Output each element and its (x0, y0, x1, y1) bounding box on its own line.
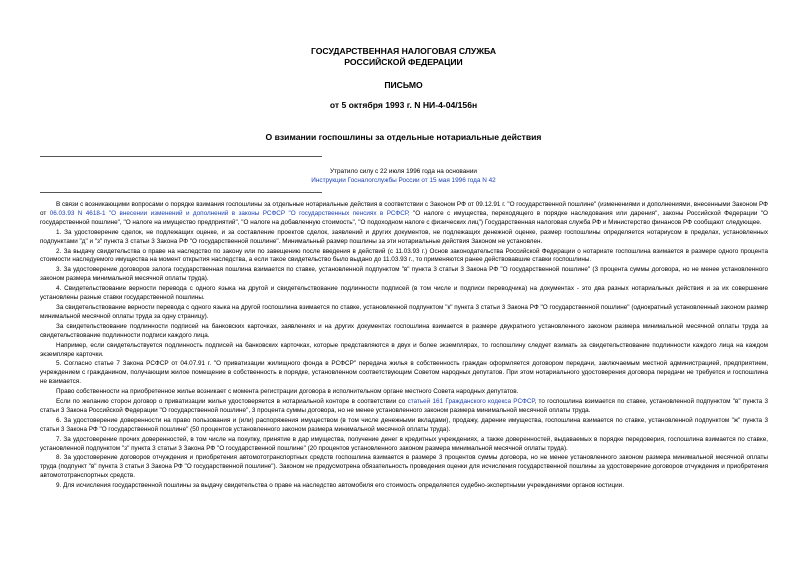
pension-law-link[interactable]: "О государственных пенсиях в РСФСР, (285, 209, 410, 217)
validity-link[interactable]: Инструкции Госналогслужбы России от 15 мая 1996 года N 42 (311, 177, 496, 184)
paragraph: 1. За удостоверение сделок, не подлежащих оценке, и за составление проектов сделок, заявлений и других документов, не подлежащих денежной оценке, размер госпошлины определяется нотариусом в пределах, установленных подпунктами "д" и "з" пункта 3 статьи 3 Закона РФ "О государственной пошлине". Минимальный размер пошлины за эти нотариальные действия Законом не установлен. (40, 228, 768, 245)
paragraph: 2. За выдачу свидетельства о праве на наследство по закону или по завещению после введения в действий (с 11.03.93 г.) Основ законодательства Российской Федерации о нотариате госпошлина взимается в размере одного процента стоимости наследуемого имущества на момент открытия наследства, а если такое свидетельство было выдано до 11.03.93 г., то применяются ранее действовавшие ставки госпошлины. (40, 247, 768, 264)
validity-note: Утратило силу с 22 июля 1996 года на основании (330, 168, 477, 175)
divider-top (40, 156, 322, 157)
paragraph: 3. За удостоверение договоров залога государственная пошлина взимается по ставке, установленной подпунктом "в" пункта 3 статьи 3 Закона РФ "О государственной пошлине" (3 процента суммы договора, но не менее установленного законом размера минимальной месячной оплаты труда). (40, 266, 768, 283)
intro-text-1: В связи с возникающими вопросами о порядке взимания госпошлины за отдельные нотариальные действия в соответствии с Законом РФ от 09.12.91 г. "О государственной пошлине" (изменениями и дополнениями, внесенными Законом РФ от (40, 201, 768, 217)
paragraph: За свидетельствование верности перевода с одного языка на другой госпошлина взимается по ставке, установленной подпунктом "к" пункта 3 статьи 3 Закона РФ "О государственной пошлине" (однократный установленный законом размер минимальной месячной оплаты труда за одну страницу). (40, 303, 768, 320)
document-date-number: от 5 октября 1993 г. N НИ-4-04/156н (329, 100, 478, 110)
document-type: ПИСЬМО (384, 80, 423, 90)
paragraph-text: , то госпошлина взимается по ставке, установленной подпунктом "в" пункта 3 статьи 3 Закона Российской Федерации "О государственной пошлине", 3 процента суммы договора, но не менее установленного законом размера минимальной месячной оплаты труда. (40, 398, 768, 414)
paragraph-with-link (40, 398, 768, 416)
paragraph: 8. За удостоверение договоров отчуждения и приобретения автомототранспортных средств госпошлина взимается в размере 3 процентов суммы договора, но не менее установленного законом размера минимальной месячной оплаты труда (подпункт "в" пункта 3 статьи 3 Закона РФ "О государственной пошлине"). Законом не предусмотрена обязательность проведения оценки для исчисления государственной пошлины за удостоверение договоров отчуждения и приобретения автомототранспортных средств. (40, 454, 768, 480)
paragraph: За свидетельствование подлинности подписей на банковских карточках, заявлениях и на других документах госпошлина взимается в размере двукратного установленного законом размера минимальной месячной оплаты труда за свидетельствование подлинности подписи каждого лица. (40, 322, 768, 339)
paragraph: 6. За удостоверение доверенности на право пользования и (или) распоряжения имуществом (в том числе денежными вкладами), продажу, дарение имущества, госпошлина взимается по ставке, установленной подпунктом "ж" пункта 3 статьи 3 Закона РФ "О государственной пошлине" (50 процентов установленного законом размера минимальной месячной оплаты труда). (40, 416, 768, 433)
document-body (40, 201, 768, 492)
paragraph: Например, если свидетельствуется подлинность подписей на банковских карточках, которые представляются в двух и более экземплярах, то госпошлину следует взимать за свидетельствование подлинности каждого лица на каждом экземпляре карточки. (40, 341, 768, 358)
agency-line-2: РОССИЙСКОЙ ФЕДЕРАЦИИ (344, 57, 463, 67)
divider-bottom (40, 192, 322, 193)
law-link[interactable]: 06.03.93 N 4618-1 "О внесении изменений и дополнений в законы РСФСР (49, 209, 286, 217)
paragraph: 7. За удостоверение прочих доверенностей, в том числе на покупку, принятие в дар имущества, получение денег в кредитных учреждениях, а также доверенностей, выдаваемых в порядке передоверия, госпошлина взимается по ставке, установленной подпунктом "з" пункта 3 статьи 3 Закона РФ "О государственной пошлине" (20 процентов установленного законом размера минимальной месячной оплаты труда). (40, 435, 768, 452)
paragraph: 5. Согласно статье 7 Закона РСФСР от 04.07.91 г. "О приватизации жилищного фонда в РСФСР" передача жилья в собственность граждан оформляется договором передачи, заключаемым местной администрацией, предприятием, учреждением с гражданином, получающим жилое помещение в собственность в порядке, установленном соответствующим Советом народных депутатов. При этом нотариального удостоверения договора передачи не требуется и госпошлина не взимается. (40, 360, 768, 386)
paragraph: Право собственности на приобретенное жилье возникает с момента регистрации договора в исполнительном органе местного Совета народных депутатов. (56, 388, 519, 396)
civil-code-link[interactable]: статьей 161 Гражданского кодекса РСФСР (407, 398, 535, 406)
paragraph: 9. Для исчисления государственной пошлины за выдачу свидетельства о праве на наследство автомобиля его стоимость определяется судебно-экспертными учреждениями органов юстиции. (56, 482, 624, 490)
agency-line-1: ГОСУДАРСТВЕННАЯ НАЛОГОВАЯ СЛУЖБА (310, 46, 497, 56)
paragraph: 4. Свидетельствование верности перевода с одного языка на другой и свидетельствование подлинности подписей (в том числе и подписи переводчика) на документах - это два разных нотариальных действия и за их совершение установлены разные ставки государственной пошлины. (40, 285, 768, 302)
document-title: О взимании госпошлины за отдельные нотариальные действия (265, 132, 542, 142)
paragraph-text: Если по желанию сторон договор о приватизации жилья удостоверяется в нотариальной конторе в соответствии со (56, 398, 408, 406)
intro-text-2: "О налоге с имущества, переходящего в порядке наследования или дарения", законы Российской Федерации "О государственной пошлине", "О налоге на имущество предприятий", "О налоге на добавленную стоимость", "О подоходном налоге с физических лиц") Государственная налоговая служба РФ и Министерство финансов РФ сообщают следующее. (40, 209, 768, 226)
intro-paragraph (40, 201, 768, 228)
